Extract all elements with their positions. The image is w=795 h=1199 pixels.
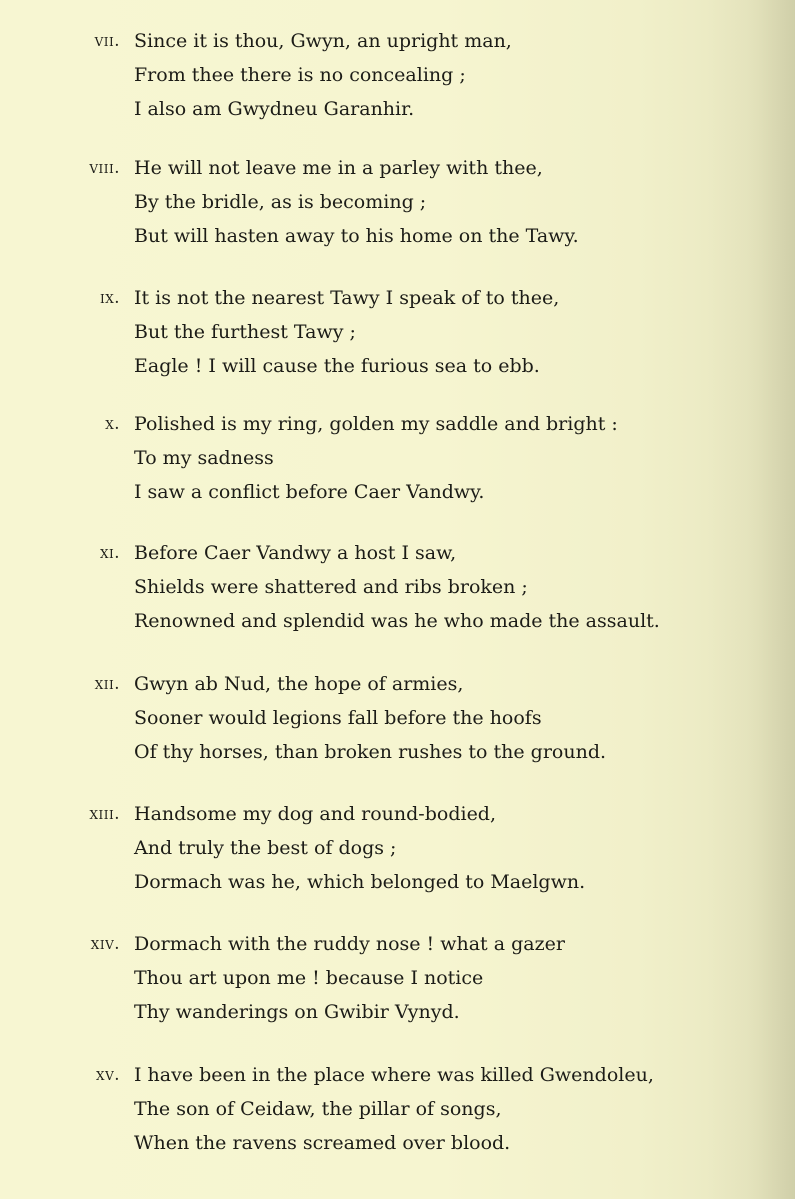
stanza-numeral: vii. — [94, 31, 120, 50]
stanza-numeral: xi. — [99, 543, 120, 562]
verse-line: By the bridle, as is becoming ; — [134, 191, 427, 213]
stanza-numeral: ix. — [99, 288, 120, 307]
verse-line: When the ravens screamed over blood. — [134, 1132, 511, 1154]
verse-line: He will not leave me in a parley with thee, — [134, 157, 543, 179]
stanza-numeral: x. — [105, 414, 120, 433]
verse-line: Renowned and splendid was he who made the assault. — [134, 610, 660, 632]
verse-line: Since it is thou, Gwyn, an upright man, — [134, 30, 512, 52]
verse-line: Before Caer Vandwy a host I saw, — [134, 542, 457, 564]
verse-line: Dormach with the ruddy nose ! what a gazer — [134, 933, 565, 955]
verse-line: The son of Ceidaw, the pillar of songs, — [134, 1098, 502, 1120]
verse-line: Sooner would legions fall before the hoofs — [134, 707, 542, 729]
verse-line: Polished is my ring, golden my saddle and bright : — [134, 413, 618, 435]
verse-line: Eagle ! I will cause the furious sea to ebb. — [134, 355, 540, 377]
stanza-numeral: xiii. — [89, 804, 120, 823]
verse-line: Of thy horses, than broken rushes to the ground. — [134, 741, 607, 763]
verse-line: Handsome my dog and round-bodied, — [134, 803, 497, 825]
verse-line: But will hasten away to his home on the Tawy. — [134, 225, 579, 247]
verse-line: I have been in the place where was killed Gwendoleu, — [134, 1064, 654, 1086]
stanza-numeral: xiv. — [90, 934, 120, 953]
stanza-numeral: xv. — [96, 1065, 120, 1084]
verse-line: And truly the best of dogs ; — [134, 837, 397, 859]
verse-line: Dormach was he, which belonged to Maelgwn. — [134, 871, 586, 893]
verse-line: From thee there is no concealing ; — [134, 64, 466, 86]
verse-line: But the furthest Tawy ; — [134, 321, 356, 343]
verse-line: I saw a conflict before Caer Vandwy. — [134, 481, 485, 503]
page-edge-shadow — [705, 0, 795, 1199]
stanza-numeral: viii. — [89, 158, 120, 177]
verse-line: Thy wanderings on Gwibir Vynyd. — [134, 1001, 460, 1023]
verse-line: It is not the nearest Tawy I speak of to thee, — [134, 287, 560, 309]
verse-line: Gwyn ab Nud, the hope of armies, — [134, 673, 464, 695]
stanza-numeral: xii. — [94, 674, 120, 693]
verse-line: I also am Gwydneu Garanhir. — [134, 98, 415, 120]
verse-line: Thou art upon me ! because I notice — [134, 967, 484, 989]
verse-line: To my sadness — [134, 447, 274, 469]
verse-line: Shields were shattered and ribs broken ; — [134, 576, 528, 598]
